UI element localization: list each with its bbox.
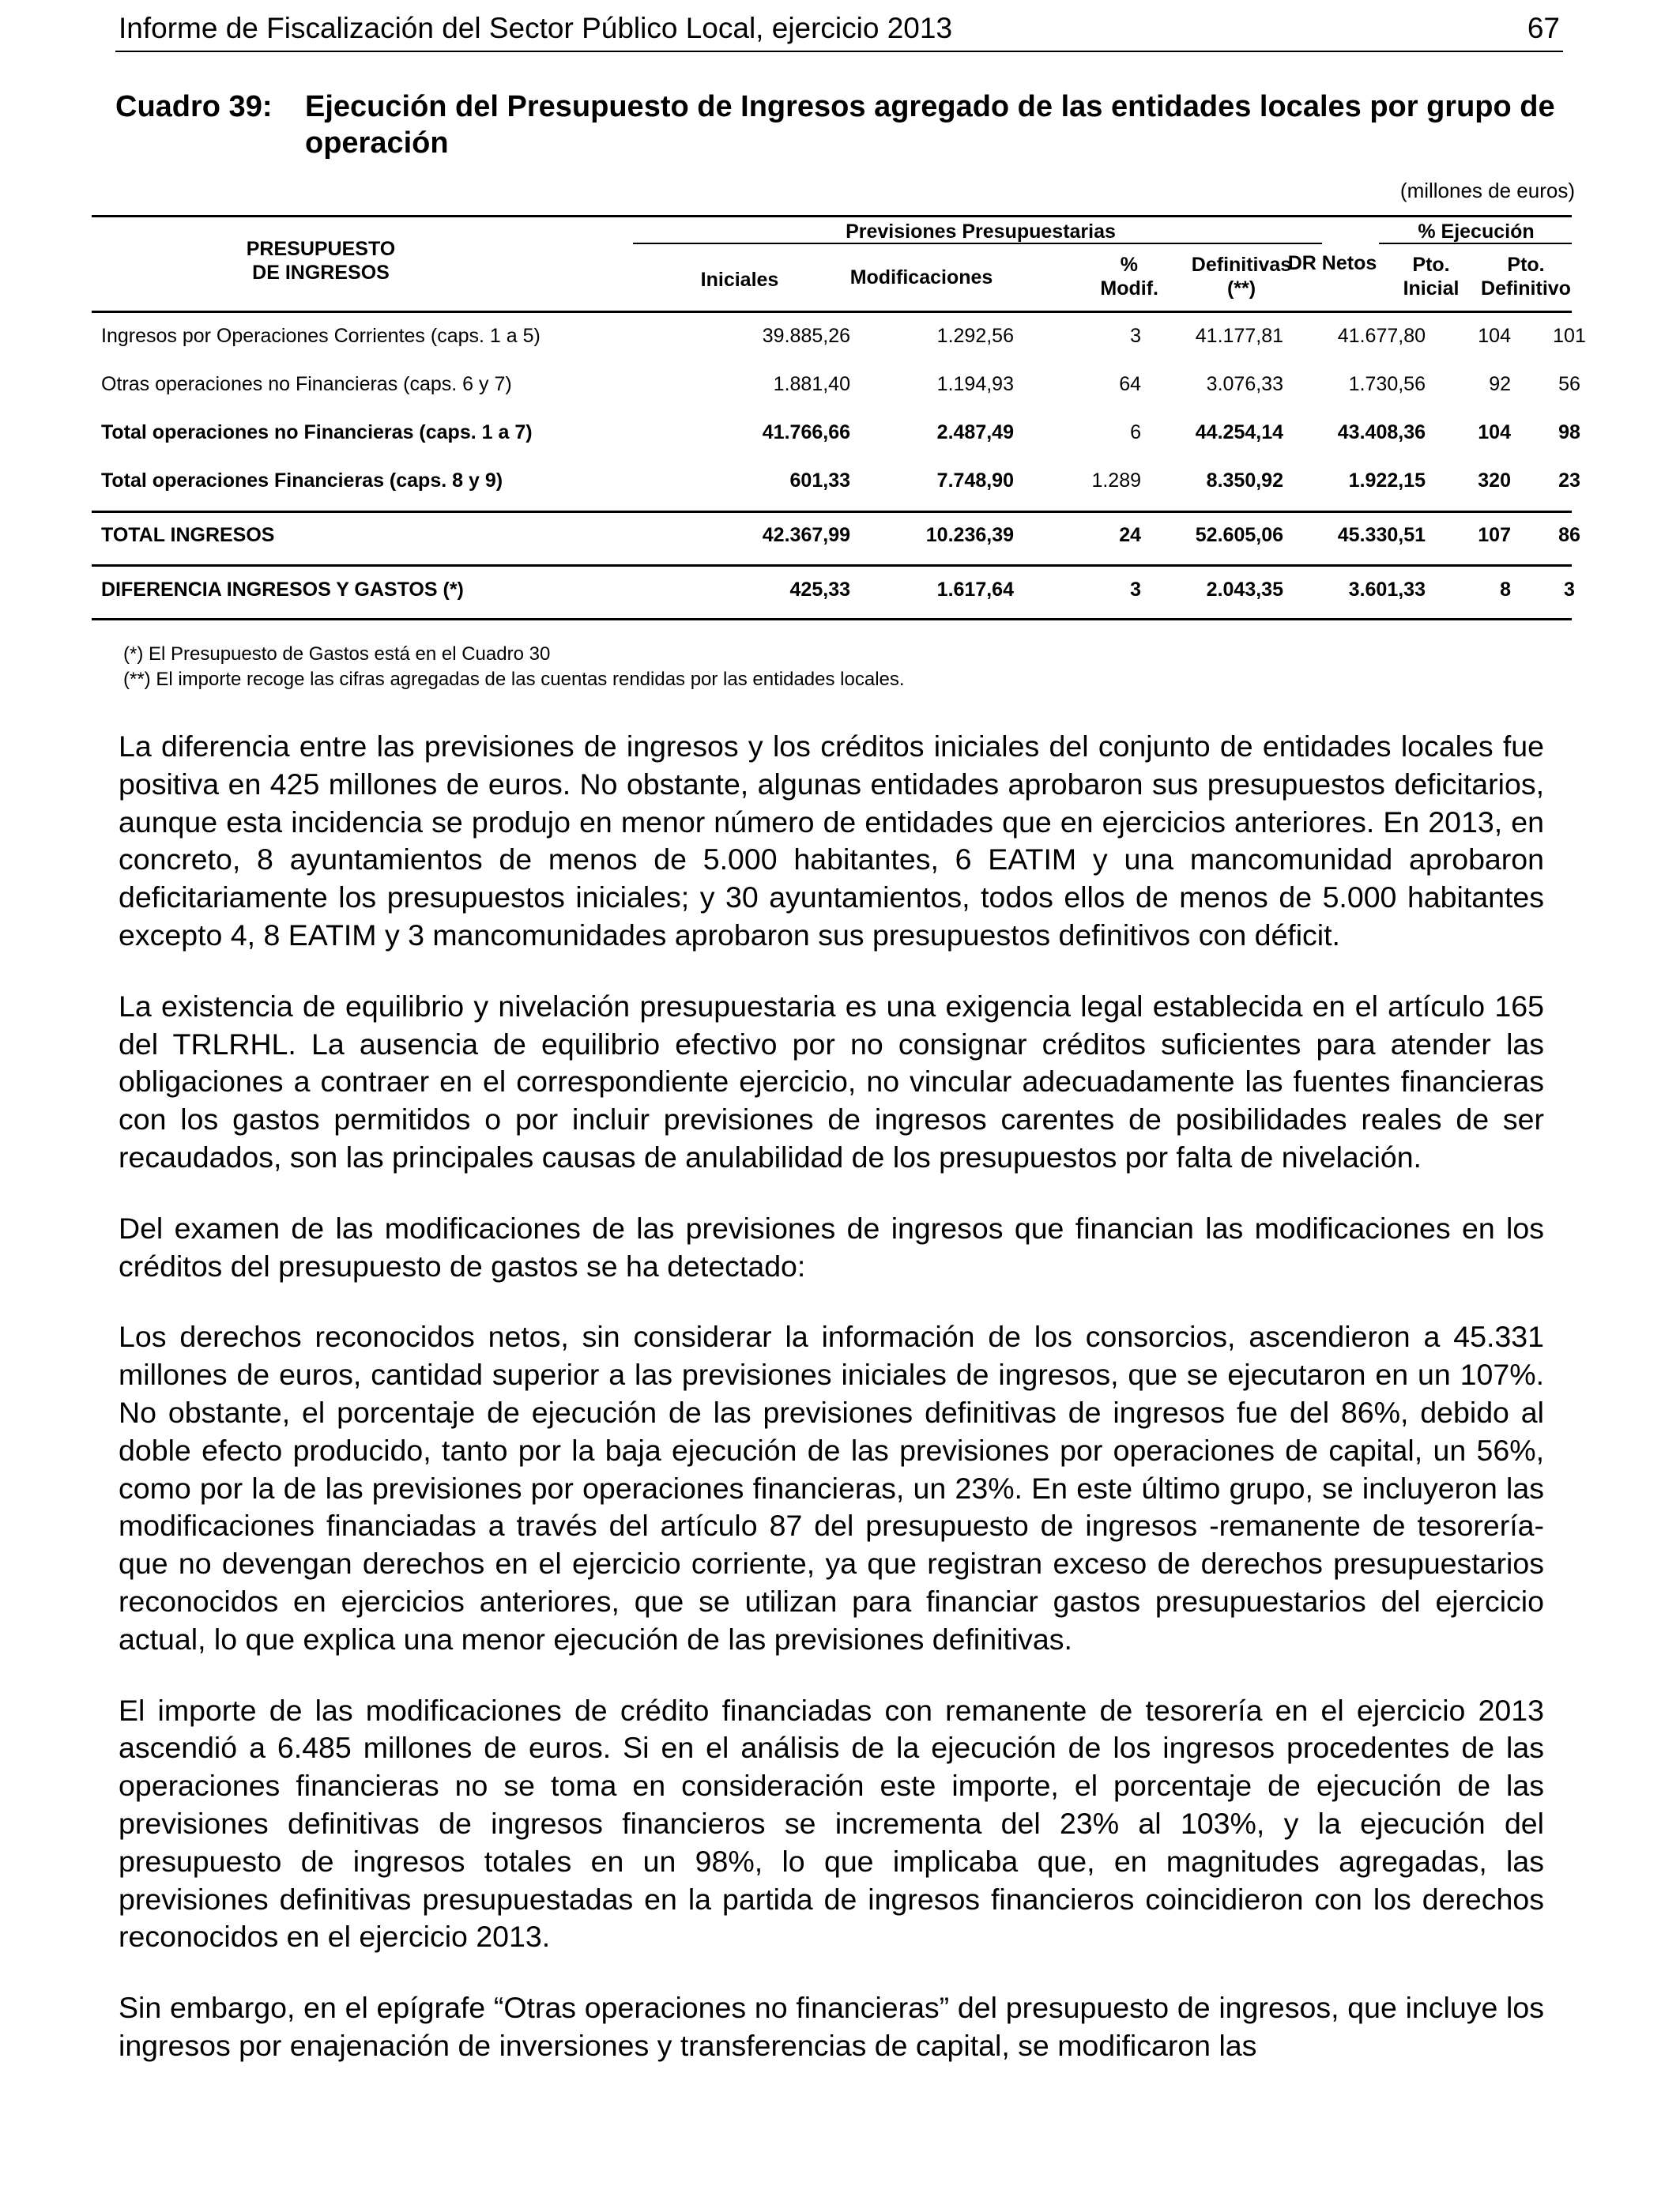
- header-iniciales: Iniciales: [700, 269, 779, 291]
- report-title: Informe de Fiscalización del Sector Público Local, ejercicio 2013: [119, 12, 953, 44]
- cell-definitivas: 8.350,92: [1206, 469, 1283, 492]
- header-pct-modif: [1056, 253, 1158, 300]
- cell-pto-definitivo: 98: [1558, 421, 1580, 443]
- budget-table: [92, 215, 1586, 621]
- cell-modificaciones: 1.194,93: [936, 373, 1014, 395]
- paragraph: La existencia de equilibrio y nivelación presupuestaria es una exigencia legal establecida en el artículo 165 del TRLRHL. La ausencia de equilibrio efectivo por no consignar créditos suficientes para atender las obligaciones a contraer en el correspondiente ejercicio, no vincular adecuadamente las fuentes financieras con los gastos permitidos o por incluir previsiones de ingresos carentes de posibilidades reales de ser recaudados, son las principales causas de anulabilidad de los presupuestos por falta de nivelación.: [119, 989, 1544, 1174]
- header-pto-inicial-line1: Pto.: [1412, 254, 1450, 276]
- cell-definitivas: 3.076,33: [1206, 373, 1283, 395]
- header-presupuesto-line2: DE INGRESOS: [252, 262, 390, 284]
- cell-iniciales: 601,33: [789, 469, 850, 492]
- header-dr-netos: DR Netos: [1287, 252, 1377, 274]
- cell-modificaciones: 10.236,39: [925, 524, 1014, 546]
- header-previsiones: Previsiones Presupuestarias: [846, 221, 1116, 243]
- paragraph: Los derechos reconocidos netos, sin considerar la información de los consorcios, ascendieron a 45.331 millones de euros, cantidad superior a las previsiones iniciales de ingresos, que se ejecutaron en un 107%. No obstante, el porcentaje de ejecución de las previsiones definitivas de ingresos fue del 86%, debido al doble efecto producido, tanto por la baja ejecución de las previsiones por operaciones de capital, un 56%, como por la de las previsiones por operaciones financieras, un 23%. En este último grupo, se incluyeron las modificaciones financiadas a través del artículo 87 del presupuesto de ingresos -remanente de tesorería- que no devengan derechos en el ejercicio corriente, ya que registran exceso de derechos presupuestarios reconocidos en ejercicios anteriores, que se utilizan para financiar gastos presupuestarios del ejercicio actual, lo que explica una menor ejecución de las previsiones definitivas.: [119, 1320, 1544, 1656]
- row-label: Otras operaciones no Financieras (caps. 6 y 7): [101, 373, 512, 395]
- cell-modificaciones: 2.487,49: [936, 421, 1014, 443]
- cell-pto-definitivo: 86: [1558, 524, 1580, 546]
- footnote: (*) El Presupuesto de Gastos está en el Cuadro 30: [123, 643, 551, 665]
- header-pto-definitivo-line2: Definitivo: [1481, 277, 1571, 300]
- cell-pto-inicial: 92: [1489, 373, 1511, 395]
- cell-pct-modif: 1.289: [1091, 469, 1141, 492]
- row-label: Total operaciones no Financieras (caps. 1 a 7): [101, 421, 533, 443]
- row-label: TOTAL INGRESOS: [101, 524, 275, 546]
- paragraph: El importe de las modificaciones de crédito financiadas con remanente de tesorería en el ejercicio 2013 ascendió a 6.485 millones de euros. Si en el análisis de la ejecución de los ingresos procedentes de las operaciones financieras no se toma en consideración este importe, el porcentaje de ejecución de las previsiones definitivas de ingresos financieros se incrementa del 23% al 103%, y la ejecución del presupuesto de ingresos totales en un 98%, lo que implicaba que, en magnitudes agregadas, las previsiones definitivas presupuestadas en la partida de ingresos financieros coincidieron con los derechos reconocidos en el ejercicio 2013.: [119, 1693, 1544, 1954]
- paragraph: La diferencia entre las previsiones de ingresos y los créditos iniciales del conjunto de entidades locales fue positiva en 425 millones de euros. No obstante, algunas entidades aprobaron sus presupuestos deficitarios, aunque esta incidencia se produjo en menor número de entidades que en ejercicios anteriores. En 2013, en concreto, 8 ayuntamientos de menos de 5.000 habitantes, 6 EATIM y una mancomunidad aprobaron deficitariamente los presupuestos iniciales; y 30 ayuntamientos, todos ellos de menos de 5.000 habitantes excepto 4, 8 EATIM y 3 mancomunidades aprobaron sus presupuestos definitivos con déficit.: [119, 729, 1544, 952]
- cell-pto-definitivo: 23: [1558, 469, 1580, 492]
- header-pct-modif-line1: %: [1120, 254, 1138, 276]
- table-bottom-rule: [92, 618, 1572, 620]
- paragraph: Sin embargo, en el epígrafe “Otras operaciones no financieras” del presupuesto de ingresos, que incluye los ingresos por enajenación de inversiones y transferencias de capital, se modificaron las: [119, 1991, 1544, 2062]
- page-number: 67: [1527, 12, 1560, 44]
- cell-pct-modif: 24: [1119, 524, 1141, 546]
- caption-number: Cuadro 39:: [115, 90, 273, 123]
- cell-pto-inicial: 104: [1478, 421, 1511, 443]
- cell-pto-definitivo: 56: [1558, 373, 1580, 395]
- cell-iniciales: 42.367,99: [762, 524, 850, 546]
- header-definitivas-line1: Definitivas: [1191, 254, 1292, 276]
- paragraph: Del examen de las modificaciones de las previsiones de ingresos que financian las modificaciones en los créditos del presupuesto de gastos se ha detectado:: [119, 1211, 1544, 1283]
- body-text: [119, 728, 1544, 2098]
- cell-iniciales: 39.885,26: [762, 325, 850, 347]
- row-label: Total operaciones Financieras (caps. 8 y 9): [101, 469, 503, 492]
- header-presupuesto: [226, 237, 416, 285]
- cell-pto-inicial: 8: [1500, 579, 1511, 601]
- cell-pto-definitivo: 3: [1564, 579, 1575, 601]
- subtotal-rule: [92, 511, 1572, 513]
- cell-dr-netos: 41.677,80: [1337, 325, 1426, 347]
- cell-definitivas: 44.254,14: [1195, 421, 1283, 443]
- row-label: Ingresos por Operaciones Corrientes (caps. 1 a 5): [101, 325, 541, 347]
- header-ejecucion: % Ejecución: [1418, 221, 1535, 243]
- table-footnotes: [123, 642, 905, 692]
- cell-modificaciones: 7.748,90: [936, 469, 1014, 492]
- cell-dr-netos: 1.922,15: [1348, 469, 1426, 492]
- running-header: [115, 9, 1563, 52]
- cell-pct-modif: 3: [1130, 579, 1141, 601]
- header-presupuesto-line1: PRESUPUESTO: [246, 238, 396, 260]
- units-label: (millones de euros): [1399, 179, 1575, 202]
- header-pto-inicial: [1388, 253, 1475, 300]
- header-pto-definitivo-line1: Pto.: [1507, 254, 1545, 276]
- cell-pct-modif: 6: [1130, 421, 1141, 443]
- table-top-rule: [92, 215, 1572, 217]
- cell-definitivas: 52.605,06: [1195, 524, 1283, 546]
- header-pto-inicial-line2: Inicial: [1403, 277, 1460, 300]
- total-rule: [92, 564, 1572, 567]
- cell-iniciales: 1.881,40: [773, 373, 850, 395]
- header-modificaciones: Modificaciones: [849, 266, 993, 288]
- header-pct-modif-line2: Modif.: [1100, 277, 1158, 300]
- caption-title: Ejecución del Presupuesto de Ingresos agregado de las entidades locales por grupo de operación: [305, 90, 1555, 160]
- row-label: DIFERENCIA INGRESOS Y GASTOS (*): [101, 579, 464, 601]
- footnote: (**) El importe recoge las cifras agregadas de las cuentas rendidas por las entidades locales.: [123, 669, 905, 690]
- cell-pct-modif: 3: [1130, 325, 1141, 347]
- header-pto-definitivo: [1478, 253, 1573, 300]
- cell-definitivas: 2.043,35: [1206, 579, 1283, 601]
- cell-dr-netos: 1.730,56: [1348, 373, 1426, 395]
- cell-iniciales: 425,33: [789, 579, 850, 601]
- cell-modificaciones: 1.292,56: [936, 325, 1014, 347]
- cell-modificaciones: 1.617,64: [936, 579, 1014, 601]
- cell-definitivas: 41.177,81: [1195, 325, 1283, 347]
- cell-pto-definitivo: 101: [1553, 325, 1586, 347]
- cell-iniciales: 41.766,66: [762, 421, 850, 443]
- cell-pct-modif: 64: [1119, 373, 1141, 395]
- cell-dr-netos: 43.408,36: [1337, 421, 1426, 443]
- cell-pto-inicial: 320: [1478, 469, 1511, 492]
- cell-dr-netos: 3.601,33: [1348, 579, 1426, 601]
- header-bottom-rule: [92, 311, 1572, 313]
- cell-pto-inicial: 107: [1478, 524, 1511, 546]
- cell-pto-inicial: 104: [1478, 325, 1511, 347]
- cell-dr-netos: 45.330,51: [1337, 524, 1426, 546]
- header-definitivas-line2: (**): [1226, 277, 1256, 300]
